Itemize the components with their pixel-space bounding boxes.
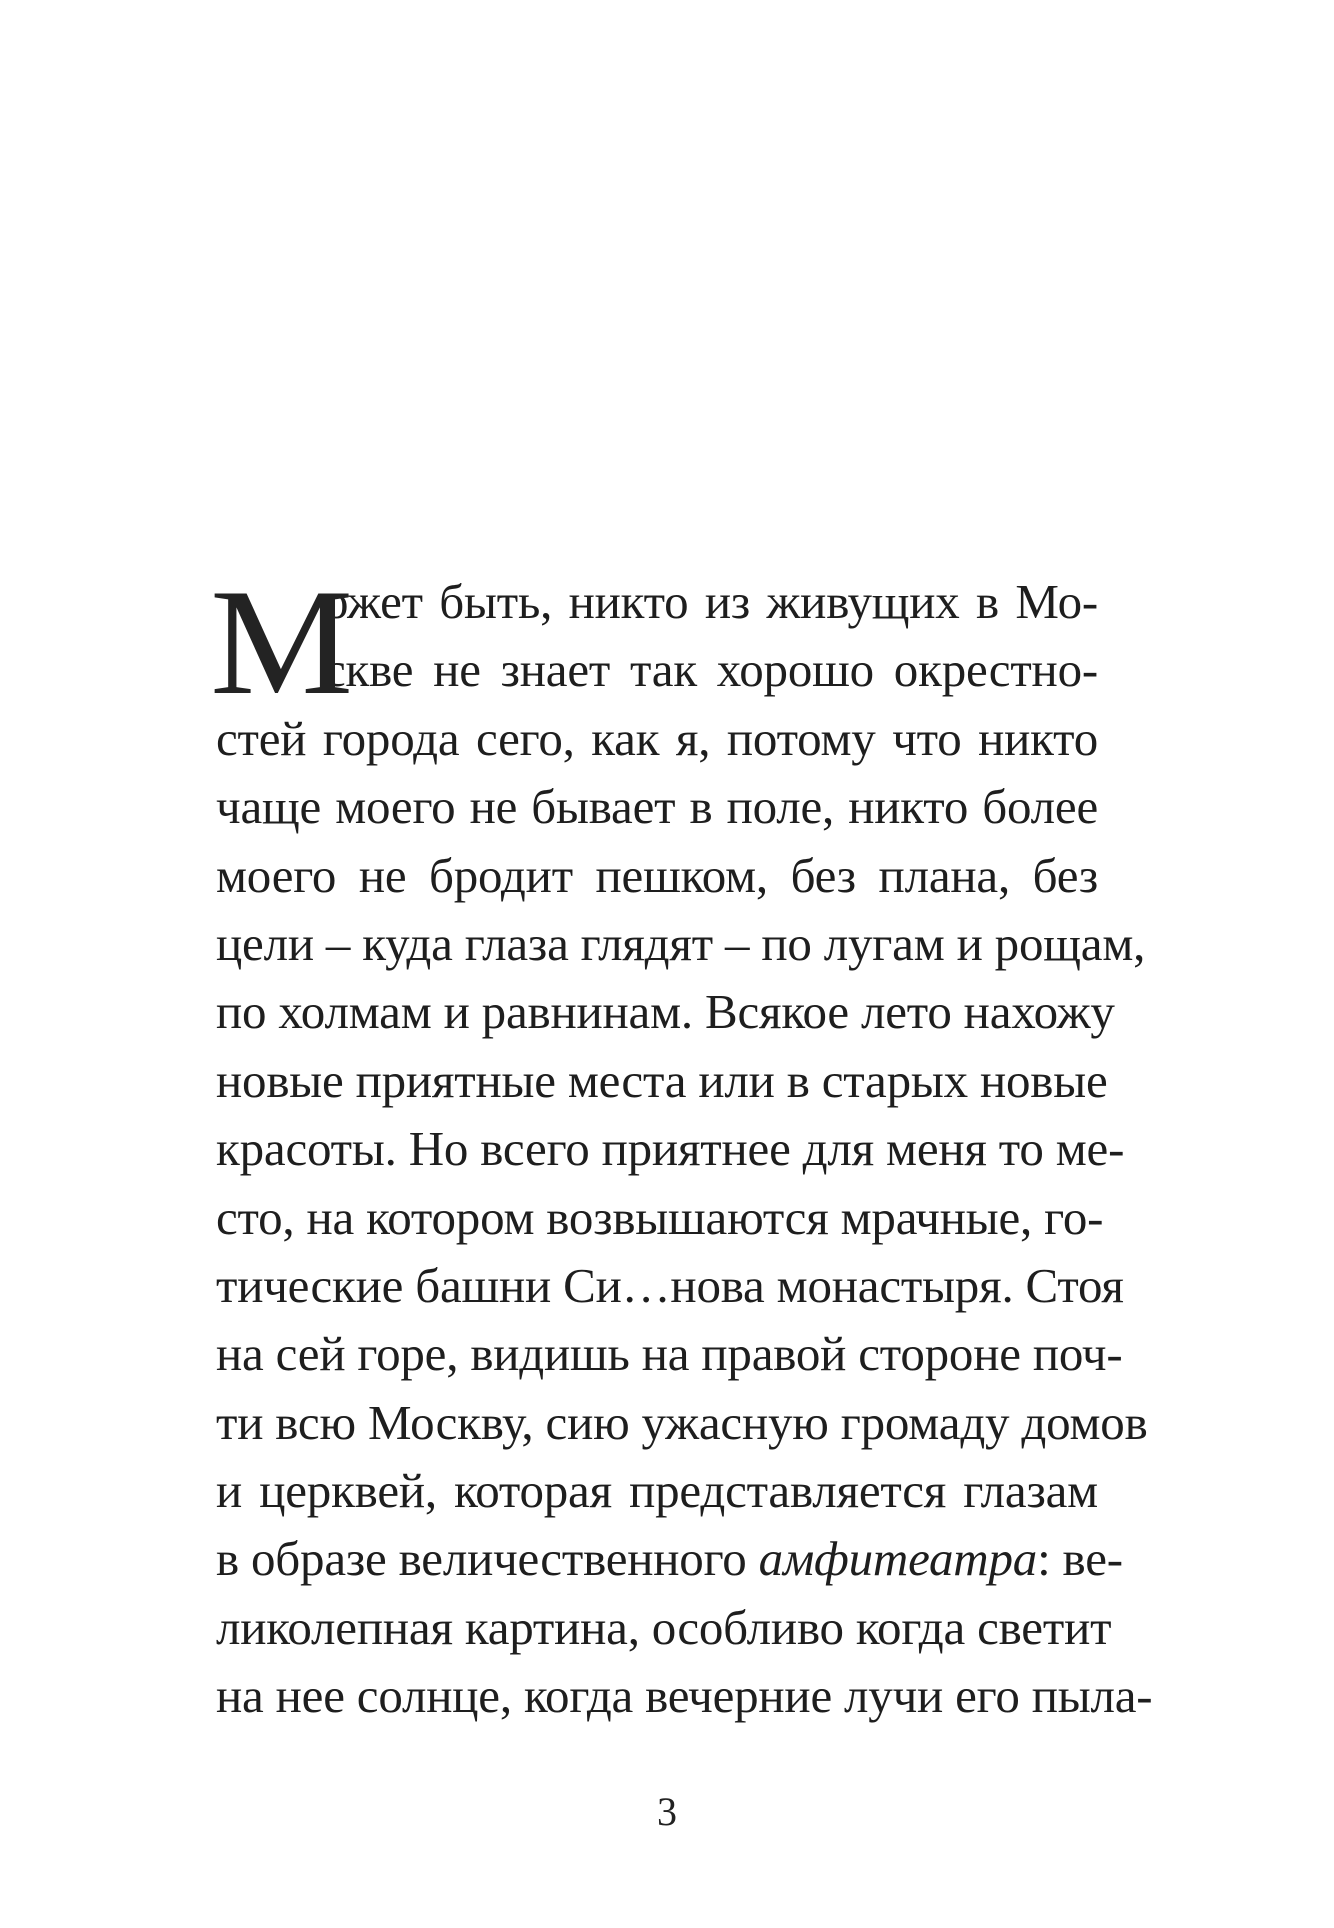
text-line-6: цели – куда глаза глядят – по лугам и рощам, (216, 915, 1146, 971)
text-line-7: по холмам и равнинам. Всякое лето нахожу (216, 984, 1115, 1040)
text-line-14: и церквей, которая представляется глазам (216, 1463, 1098, 1519)
text-line-15 (216, 1525, 1123, 1593)
text-line-15-after: : ве- (1037, 1531, 1123, 1587)
text-line-8: новые приятные места или в старых новые (216, 1052, 1108, 1108)
text-line-1: ожет быть, никто из живущих в Мо- (324, 574, 1098, 629)
text-line-3: стей города сего, как я, потому что никто (216, 710, 1098, 766)
page-body (210, 558, 1153, 1731)
text-line-2: скве не знает так хорошо окрестно- (324, 642, 1098, 698)
italic-word: амфитеатра (758, 1531, 1038, 1587)
text-line-16: ликолепная картина, особливо когда светит (216, 1599, 1112, 1655)
text-line-10: сто, на котором возвышаются мрачные, го- (216, 1189, 1104, 1245)
page-number: 3 (657, 1789, 677, 1834)
text-line-5: моего не бродит пешком, без плана, без (216, 847, 1098, 903)
text-line-4: чаще моего не бывает в поле, никто более (216, 779, 1098, 835)
text-line-13: ти всю Москву, сию ужасную громаду домов (216, 1394, 1148, 1450)
drop-cap: М (210, 558, 354, 726)
text-line-12: на сей горе, видишь на правой стороне поч- (216, 1326, 1123, 1382)
text-line-9: красоты. Но всего приятнее для меня то ме- (216, 1121, 1125, 1177)
text-line-17: на нее солнце, когда вечерние лучи его пыла- (216, 1668, 1153, 1724)
text-line-15-before: в образе величественного (216, 1531, 759, 1587)
text-line-11: тические башни Си…нова монастыря. Стоя (216, 1257, 1124, 1313)
